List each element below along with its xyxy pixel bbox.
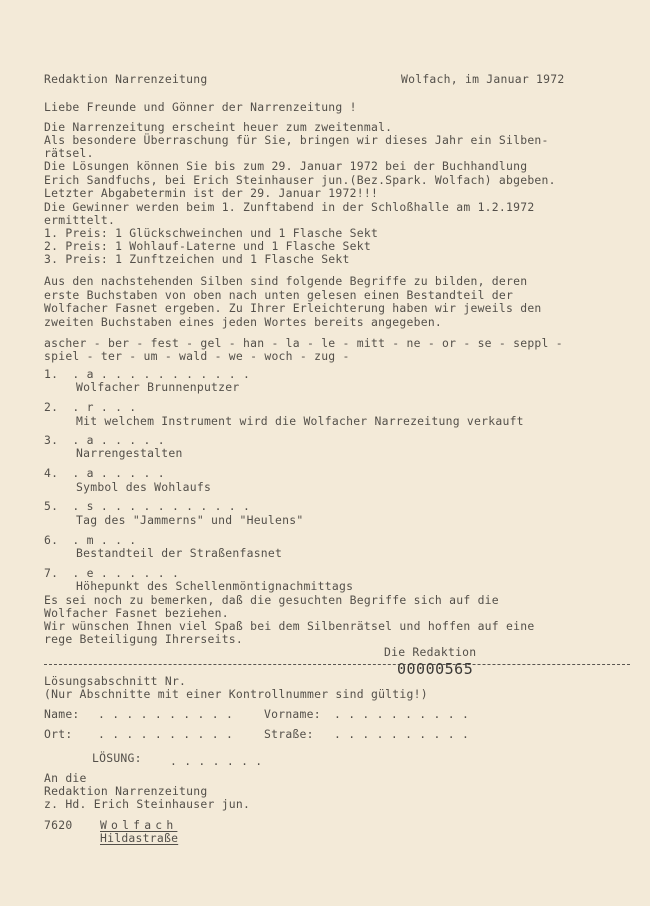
coupon-label: Lösungsabschnitt Nr. [44, 674, 187, 688]
postcode: 7620 [44, 818, 73, 832]
vorname-field-dots[interactable]: . . . . . . . . . . [334, 707, 470, 721]
prize-line: 2. Preis: 1 Wohlauf-Laterne und 1 Flasche Sekt [44, 239, 371, 253]
intro-line: ermittelt. [44, 213, 116, 227]
intro-line: Die Lösungen können Sie bis zum 29. Januar 1972 bei der Buchhandlung [44, 159, 528, 173]
closing-line: rege Beteiligung Ihrerseits. [44, 632, 244, 646]
name-label: Name: [44, 707, 80, 721]
puzzle-pattern: 5. . s . . . . . . . . . . . [44, 499, 251, 513]
strasse-field-dots[interactable]: . . . . . . . . . . [334, 727, 470, 741]
address-line: An die [44, 771, 87, 785]
puzzle-pattern: 1. . a . . . . . . . . . . . [44, 367, 251, 381]
address-line: Redaktion Narrenzeitung [44, 784, 208, 798]
ort-field-dots[interactable]: . . . . . . . . . . [98, 727, 234, 741]
puzzle-pattern: 6. . m . . . [44, 533, 137, 547]
ort-label: Ort: [44, 727, 73, 741]
puzzle-clue: Wolfacher Brunnenputzer [76, 380, 240, 394]
puzzle-clue: Tag des "Jammerns" und "Heulens" [76, 513, 304, 527]
vorname-label: Vorname: [264, 707, 321, 721]
intro-line: Als besondere Überraschung für Sie, bringen wir dieses Jahr ein Silben- [44, 133, 549, 147]
loesung-field-dots[interactable]: . . . . . . . [170, 754, 263, 768]
instruction-line: Aus den nachstehenden Silben sind folgende Begriffe zu bilden, deren [44, 274, 528, 288]
instruction-line: zweiten Buchstaben eines jeden Wortes bereits angegeben. [44, 315, 443, 329]
strasse-label: Straße: [264, 727, 314, 741]
intro-line: rätsel. [44, 146, 94, 160]
cut-line [44, 664, 630, 665]
sender-line: Redaktion Narrenzeitung [44, 72, 208, 86]
puzzle-clue: Höhepunkt des Schellenmöntignachmittags [76, 579, 354, 593]
puzzle-pattern: 4. . a . . . . . [44, 466, 165, 480]
instruction-line: Wolfacher Fasnet ergeben. Zu Ihrer Erleichterung haben wir jeweils den [44, 301, 542, 315]
intro-line: Erich Sandfuchs, bei Erich Steinhauser jun.(Bez.Spark. Wolfach) abgeben. [44, 173, 556, 187]
control-number: 00000565 [397, 660, 474, 678]
closing-line: Wolfacher Fasnet beziehen. [44, 606, 229, 620]
instruction-line: erste Buchstaben von oben nach unten gelesen einen Bestandteil der [44, 288, 514, 302]
puzzle-pattern: 3. . a . . . . . [44, 433, 165, 447]
intro-line: Letzter Abgabetermin ist der 29. Januar 1972!!! [44, 186, 379, 200]
puzzle-pattern: 2. . r . . . [44, 400, 137, 414]
address-line: z. Hd. Erich Steinhauser jun. [44, 797, 251, 811]
puzzle-clue: Bestandteil der Straßenfasnet [76, 546, 283, 560]
prize-line: 1. Preis: 1 Glückschweinchen und 1 Flasche Sekt [44, 226, 379, 240]
syllables-line: ascher - ber - fest - gel - han - la - le - mitt - ne - or - se - seppl - [44, 336, 563, 350]
intro-line: Die Narrenzeitung erscheint heuer zum zweitenmal. [44, 120, 393, 134]
puzzle-clue: Narrengestalten [76, 446, 183, 460]
name-field-dots[interactable]: . . . . . . . . . . [98, 707, 234, 721]
signature: Die Redaktion [384, 645, 477, 659]
prize-line: 3. Preis: 1 Zunftzeichen und 1 Flasche Sekt [44, 252, 350, 266]
puzzle-pattern: 7. . e . . . . . . [44, 566, 180, 580]
intro-line: Die Gewinner werden beim 1. Zunftabend in der Schloßhalle am 1.2.1972 [44, 200, 535, 214]
city: Wolfach [100, 818, 178, 832]
street: Hildastraße [100, 831, 179, 845]
closing-line: Wir wünschen Ihnen viel Spaß bei dem Silbenrätsel und hoffen auf eine [44, 619, 535, 633]
closing-line: Es sei noch zu bemerken, daß die gesuchten Begriffe sich auf die [44, 593, 499, 607]
puzzle-clue: Symbol des Wohlaufs [76, 480, 212, 494]
place-date: Wolfach, im Januar 1972 [401, 72, 565, 86]
salutation: Liebe Freunde und Gönner der Narrenzeitung ! [44, 100, 357, 114]
syllables-line: spiel - ter - um - wald - we - woch - zug - [44, 349, 350, 363]
puzzle-clue: Mit welchem Instrument wird die Wolfacher Narrezeitung verkauft [76, 414, 524, 428]
loesung-label: LÖSUNG: [92, 751, 142, 765]
coupon-note: (Nur Abschnitte mit einer Kontrollnummer sind gültig!) [44, 687, 428, 701]
